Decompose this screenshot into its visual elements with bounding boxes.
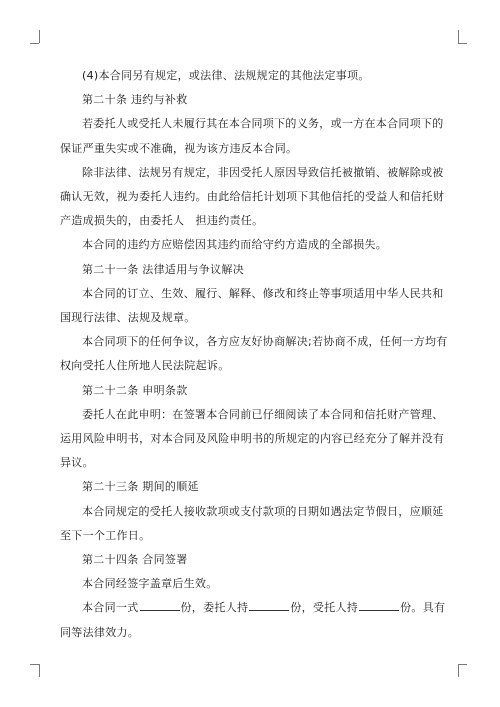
paragraph: 若委托人或受托人未履行其在本合同项下的义务，或一方在本合同项下的保证严重失实或不准确，视为该方违反本合同。 bbox=[60, 117, 444, 155]
paragraph: 本合同项下的任何争议，各方应友好协商解决;若协商不成，任何一方均有权向受托人住所地人民法院起诉。 bbox=[60, 335, 448, 373]
copies-text-a: 本合同一式 bbox=[82, 601, 139, 615]
copies-text-b: 份，委托人持 bbox=[180, 601, 249, 615]
blank-field-trustee-copies bbox=[359, 599, 399, 611]
copies-text-c: 份，受托人持 bbox=[290, 601, 359, 615]
paragraph: 本合同的违约方应赔偿因其违约而给守约方造成的全部损失。 bbox=[82, 238, 388, 252]
paragraph: 本合同的订立、生效、履行、解释、修改和终止等事项适用中华人民共和国现行法律、法规及规章。 bbox=[60, 286, 444, 325]
copies-paragraph bbox=[60, 596, 450, 644]
paragraph: 委托人在此申明：在签署本合同前已仔细阅读了本合同和信托财产管理、运用风险申明书，对本合同及风险申明书的所规定的内容已经充分了解并没有异议。 bbox=[60, 407, 445, 470]
copies-text-d: 份。具有同等法律效力。 bbox=[60, 601, 446, 639]
article-23-heading: 第二十三条 期间的顺延 bbox=[82, 480, 199, 494]
document-body bbox=[60, 64, 450, 645]
paragraph: 本合同规定的受托人接收款项或支付款项的日期如遇法定节假日，应顺延至下一个工作日。 bbox=[60, 504, 444, 542]
article-22-heading: 第二十二条 申明条款 bbox=[82, 383, 188, 397]
paragraph: 除非法律、法规另有规定，非因受托人原因导致信托被撤销、被解除或被确认无效，视为委托人违约。由此给信托计划项下其他信托的受益人和信托财产造成损失的，由委托人 担违约责任。 bbox=[60, 165, 445, 228]
blank-field-total-copies bbox=[140, 599, 180, 611]
article-21-heading: 第二十一条 法律适用与争议解决 bbox=[82, 262, 244, 276]
article-24-heading: 第二十四条 合同签署 bbox=[82, 553, 188, 567]
article-20-heading: 第二十条 违约与补救 bbox=[82, 93, 188, 107]
blank-field-client-copies bbox=[249, 599, 289, 611]
paragraph: 本合同经签字盖章后生效。 bbox=[82, 577, 218, 591]
paragraph: (4)本合同另有规定，或法律、法规规定的其他法定事项。 bbox=[82, 69, 370, 82]
